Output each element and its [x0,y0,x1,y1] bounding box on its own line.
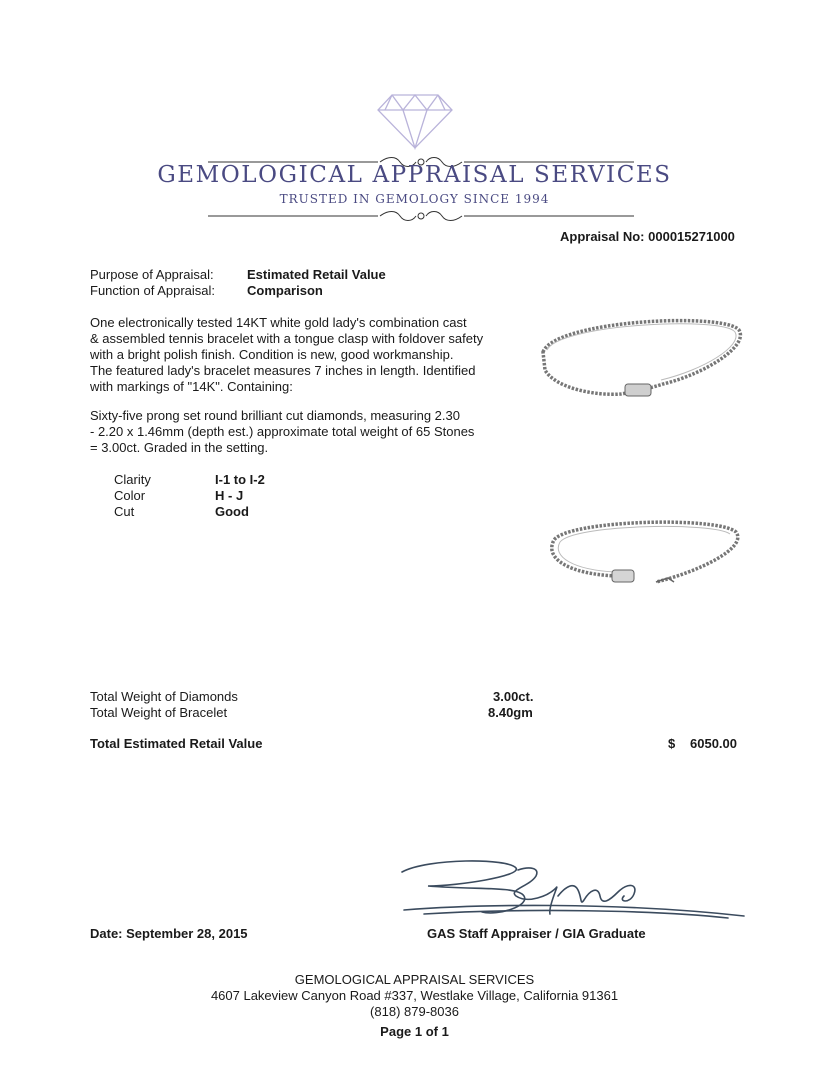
diamond-icon [376,92,454,150]
appraisal-number [560,229,735,245]
bracelet-photo-closed [535,312,745,402]
bracelet-photo-open [538,514,748,596]
grade-value-clarity: I-1 to I-2 [215,472,265,487]
appraisal-date: Date: September 28, 2015 [90,926,248,941]
company-name: GEMOLOGICAL APPRAISAL SERVICES [157,162,672,188]
appraisal-number-value: 000015271000 [648,229,735,244]
description-line: & assembled tennis bracelet with a tongue clasp with foldover safety [90,331,484,346]
function-label: Function of Appraisal: [90,283,216,298]
appraiser-signature [398,856,750,924]
diamond-description-line: Sixty-five prong set round brilliant cut diamonds, measuring 2.30 [90,408,460,423]
function-value: Comparison [247,283,323,298]
appraiser-title: GAS Staff Appraiser / GIA Graduate [427,926,646,941]
diamond-description-line: - 2.20 x 1.46mm (depth est.) approximate total weight of 65 Stones [90,424,475,439]
company-tagline: TRUSTED IN GEMOLOGY SINCE 1994 [279,192,550,206]
purpose-label: Purpose of Appraisal: [90,267,214,282]
grade-label-cut: Cut [114,504,135,519]
appraisal-number-label: Appraisal No: [560,229,645,244]
header-ornament-bottom [208,209,634,223]
diamond-description-line: = 3.00ct. Graded in the setting. [90,440,269,455]
grade-label-color: Color [114,488,146,503]
total-bracelet-weight-label: Total Weight of Bracelet [90,705,228,720]
footer-address: 4607 Lakeview Canyon Road #337, Westlake Village, California 91361 [210,988,619,1003]
purpose-value: Estimated Retail Value [247,267,386,282]
grade-value-color: H - J [215,488,244,503]
description-line: with markings of "14K". Containing: [90,379,293,394]
description-line: One electronically tested 14KT white gold lady's combination cast [90,315,467,330]
item-description [90,315,483,395]
grade-label-clarity: Clarity [114,472,151,487]
currency-symbol: $ [668,736,676,751]
footer-phone: (818) 879-8036 [370,1004,459,1019]
diamond-description [90,408,474,456]
description-line: The featured lady's bracelet measures 7 inches in length. Identified [90,363,476,378]
total-retail-value: 6050.00 [690,736,737,751]
total-bracelet-weight-value: 8.40gm [488,705,533,720]
description-line: with a bright polish finish. Condition is new, good workmanship. [90,347,454,362]
page-number: Page 1 of 1 [380,1024,449,1039]
total-retail-value-label: Total Estimated Retail Value [90,736,263,751]
grade-value-cut: Good [215,504,249,519]
footer-company: GEMOLOGICAL APPRAISAL SERVICES [294,972,535,987]
total-diamond-weight-label: Total Weight of Diamonds [90,689,238,704]
total-diamond-weight-value: 3.00ct. [493,689,534,704]
